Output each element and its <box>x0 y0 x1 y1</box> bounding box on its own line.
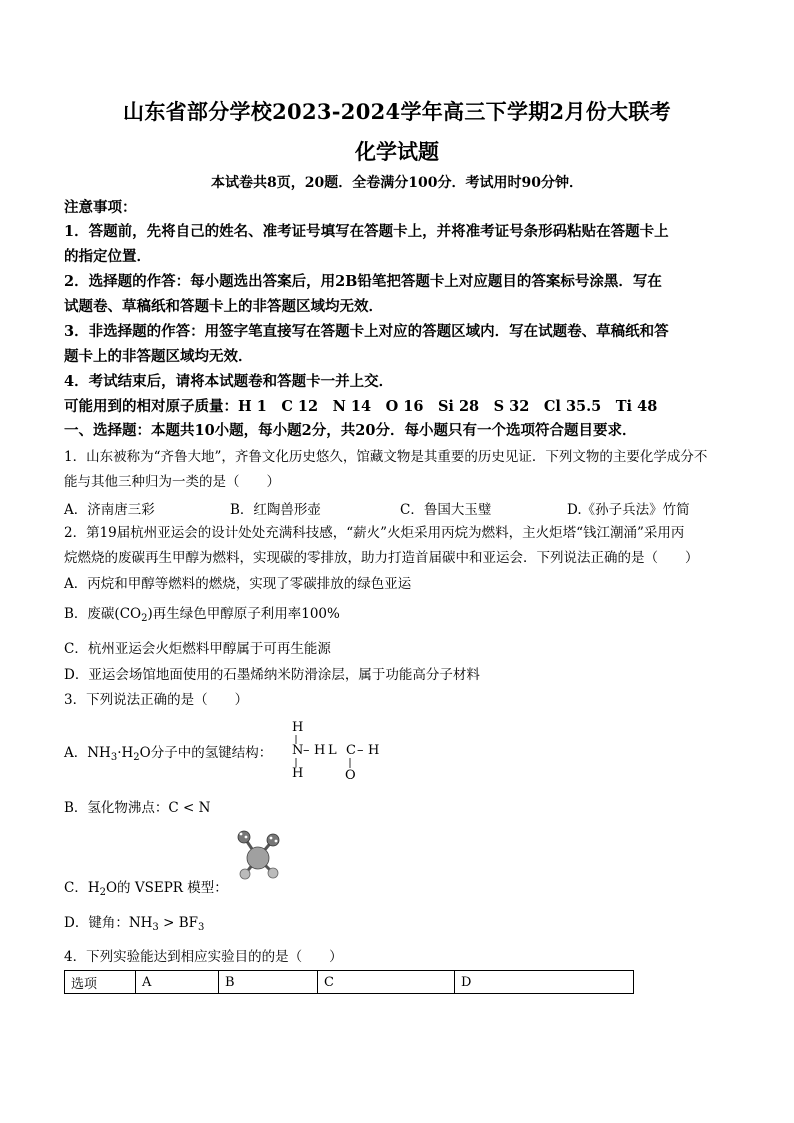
vsepr-model-image <box>233 826 293 886</box>
note-3-line-1: 3．非选择题的作答：用签字笔直接写在答题卡上对应的答题区域内．写在试题卷、草稿纸和答 <box>64 323 669 340</box>
table-header-cell: A <box>136 971 219 994</box>
q2-stem-line-2: 烷燃烧的废碳再生甲醇为燃料，实现碳的零排放，助力打造首届碳中和亚运会．下列说法正确的是（ ） <box>64 550 699 566</box>
table-header-cell: D <box>455 971 634 994</box>
note-1-line-2: 的指定位置． <box>64 248 151 265</box>
q3-option-b: B．氢化物沸点：C < N <box>64 800 211 816</box>
exam-page: 山东省部分学校2023-2024学年高三下学期2月份大联考 化学试题 本试卷共8页，20题．全卷满分100分．考试用时90分钟． 注意事项： 1．答题前，先将自己的姓名、准考证号填写在答题卡上，并将准考证号条形码粘贴在答题卡上 的指定位置． 2．选择题的作答：每小题选出答案后，用2B铅笔把答题卡上对应题目的答案标号涂黑．写在 试题卷、草稿纸和答题卡上的非答题区域均无效． 3．非选择题的作答：用签字笔直接写在答题卡上对应的答题区域内．写在试题卷、草稿纸和答 题卡上的非答题区域均无效． 4．考试结束后，请将本试题卷和答题卡一并上交． 可能用到的相对原子质量：H 1 C 12 N 14 O 16 Si 28 S 32 Cl 35.5 Ti 48 一、选择题：本题共10小题，每小题2分，共20分．每小题只有一个选项符合题目要求． 1．山东被称为“齐鲁大地”，齐鲁文化历史悠久，馆藏文物是其重要的历史见证．下列文物的主要化学成分不 能与其他三种归为一类的是（ ） A．济南唐三彩 B．红陶兽形壶 C．鲁国大玉璧 D.《孙子兵法》竹简 2．第19届杭州亚运会的设计处处充满科技感，“薪火”火炬采用丙烷为燃料，主火炬塔“钱江潮涌”采用丙 烷燃烧的废碳再生甲醇为燃料，实现碳的零排放，助力打造首届碳中和亚运会．下列说法正确的是（ ） A．丙烷和甲醇等燃料的燃烧，实现了零碳排放的绿色亚运 B．废碳$(CO_2)$再生绿色甲醇原子利用率100% C．杭州亚运会火炬燃料甲醇属于可再生能源 D．亚运会场馆地面使用的石墨烯纳米防滑涂层，属于功能高分子材料 3．下列说法正确的是（ ） A．$NH_3\cdot H_2O$分子中的氢键结构： H N – H L C – H H O B．氢化物沸点：C < N C．$H_2O$的 VSEPR 模型： D．键角：$NH_3 > BF_3$ 4．下列实验能达到相应实验目的的是（ ） 选项 A B C D <box>0 0 794 1123</box>
table-header-cell: 选项 <box>65 971 136 994</box>
section-1-heading: 一、选择题：本题共10小题，每小题2分，共20分．每小题只有一个选项符合题目要求． <box>64 422 637 439</box>
notes-heading: 注意事项： <box>64 199 137 216</box>
exam-subtitle: 化学试题 <box>355 139 439 164</box>
table-header-cell: B <box>219 971 318 994</box>
note-1-line-1: 1．答题前，先将自己的姓名、准考证号填写在答题卡上，并将准考证号条形码粘贴在答题卡上 <box>64 223 669 240</box>
q1-stem-line-2: 能与其他三种归为一类的是（ ） <box>64 474 280 490</box>
q1-option-d: D.《孙子兵法》竹简 <box>567 502 690 518</box>
exam-info: 本试卷共8页，20题．全卷满分100分．考试用时90分钟． <box>211 175 583 191</box>
q2-option-b: B．废碳$(CO_2)$再生绿色甲醇原子利用率100% <box>64 606 340 624</box>
q3-option-d: D．键角：$NH_3 > BF_3$ <box>64 915 205 933</box>
q2-stem-line-1: 2．第19届杭州亚运会的设计处处充满科技感，“薪火”火炬采用丙烷为燃料，主火炬塔“钱江潮涌”采用丙 <box>64 525 685 541</box>
note-2-line-2: 试题卷、草稿纸和答题卡上的非答题区域均无效． <box>64 298 383 315</box>
q1-option-c: C．鲁国大玉璧 <box>400 502 492 518</box>
q2-option-d: D．亚运会场馆地面使用的石墨烯纳米防滑涂层，属于功能高分子材料 <box>64 667 480 683</box>
atomic-masses: 可能用到的相对原子质量：H 1 C 12 N 14 O 16 Si 28 S 32 Cl 35.5 Ti 48 <box>64 398 658 415</box>
q3-stem: 3．下列说法正确的是（ ） <box>64 692 249 708</box>
q4-stem: 4．下列实验能达到相应实验目的的是（ ） <box>64 949 343 965</box>
note-4: 4．考试结束后，请将本试题卷和答题卡一并上交． <box>64 373 394 390</box>
q1-stem-line-1: 1．山东被称为“齐鲁大地”，齐鲁文化历史悠久，馆藏文物是其重要的历史见证．下列文物的主要化学成分不 <box>64 449 708 465</box>
q3-option-a: A．$NH_3\cdot H_2O$分子中的氢键结构： <box>64 745 273 763</box>
q2-option-a: A．丙烷和甲醇等燃料的燃烧，实现了零碳排放的绿色亚运 <box>64 576 412 592</box>
note-3-line-2: 题卡上的非答题区域均无效． <box>64 348 253 365</box>
exam-title: 山东省部分学校2023-2024学年高三下学期2月份大联考 <box>123 99 671 124</box>
note-2-line-1: 2．选择题的作答：每小题选出答案后，用2B铅笔把答题卡上对应题目的答案标号涂黑．写在 <box>64 273 662 290</box>
q2-option-c: C．杭州亚运会火炬燃料甲醇属于可再生能源 <box>64 641 331 657</box>
table-row <box>65 971 634 994</box>
q4-options-table <box>64 970 634 994</box>
table-header-cell: C <box>318 971 455 994</box>
q1-option-a: A．济南唐三彩 <box>64 502 155 518</box>
q1-option-b: B．红陶兽形壶 <box>230 502 321 518</box>
q3-option-c: C．$H_2O$的 VSEPR 模型： <box>64 880 228 898</box>
